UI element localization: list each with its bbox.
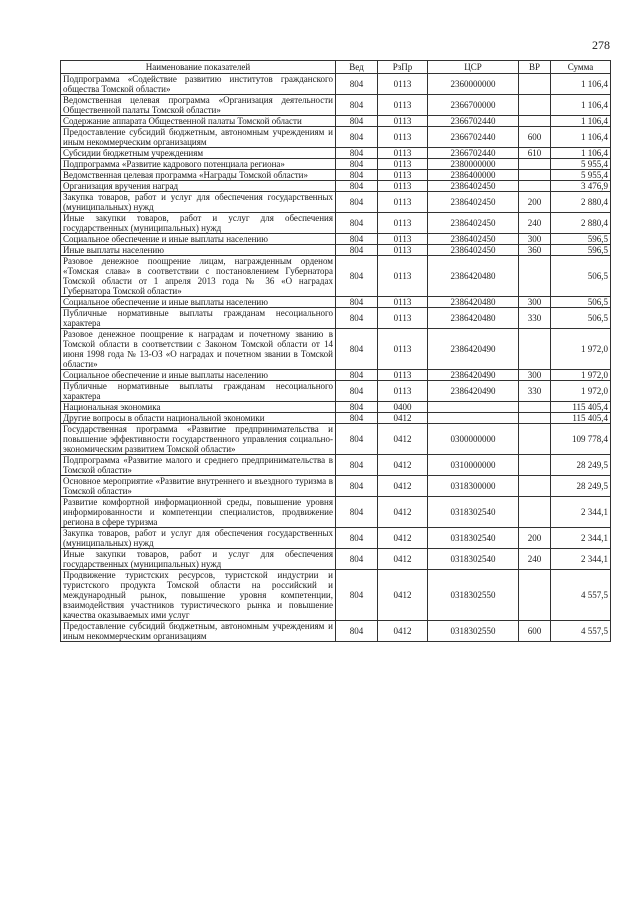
row-vr: 300 bbox=[519, 297, 551, 308]
row-vr bbox=[519, 570, 551, 621]
row-csr: 2386420490 bbox=[428, 370, 519, 381]
row-sum: 506,5 bbox=[551, 256, 611, 297]
row-ved: 804 bbox=[336, 413, 378, 424]
row-vr bbox=[519, 497, 551, 528]
row-csr: 2366702440 bbox=[428, 127, 519, 148]
row-sum: 1 106,4 bbox=[551, 95, 611, 116]
table-row bbox=[61, 192, 611, 213]
row-ved: 804 bbox=[336, 127, 378, 148]
row-vr bbox=[519, 476, 551, 497]
row-ved: 804 bbox=[336, 192, 378, 213]
row-name: Публичные нормативные выплаты гражданам несоциального характера bbox=[61, 308, 336, 329]
row-sum: 1 106,4 bbox=[551, 148, 611, 159]
row-vr: 300 bbox=[519, 370, 551, 381]
row-ved: 804 bbox=[336, 148, 378, 159]
row-csr: 2386420490 bbox=[428, 329, 519, 370]
row-sum: 2 344,1 bbox=[551, 528, 611, 549]
table-row bbox=[61, 159, 611, 170]
row-rzpr: 0113 bbox=[378, 329, 428, 370]
row-csr: 2386420480 bbox=[428, 308, 519, 329]
row-ved: 804 bbox=[336, 308, 378, 329]
row-sum: 5 955,4 bbox=[551, 170, 611, 181]
table-row bbox=[61, 95, 611, 116]
row-vr: 330 bbox=[519, 381, 551, 402]
row-rzpr: 0113 bbox=[378, 381, 428, 402]
row-vr: 600 bbox=[519, 621, 551, 642]
row-vr bbox=[519, 402, 551, 413]
row-name: Подпрограмма «Развитие малого и среднего предпринимательства в Томской области» bbox=[61, 455, 336, 476]
row-ved: 804 bbox=[336, 170, 378, 181]
row-ved: 804 bbox=[336, 497, 378, 528]
row-vr bbox=[519, 256, 551, 297]
row-csr: 2386402450 bbox=[428, 213, 519, 234]
row-sum: 596,5 bbox=[551, 234, 611, 245]
row-rzpr: 0113 bbox=[378, 213, 428, 234]
row-rzpr: 0113 bbox=[378, 148, 428, 159]
row-ved: 804 bbox=[336, 116, 378, 127]
row-rzpr: 0412 bbox=[378, 570, 428, 621]
row-rzpr: 0412 bbox=[378, 528, 428, 549]
table-row bbox=[61, 308, 611, 329]
row-vr: 240 bbox=[519, 213, 551, 234]
row-name: Социальное обеспечение и иные выплаты населению bbox=[61, 370, 336, 381]
row-name: Закупка товаров, работ и услуг для обеспечения государственных (муниципальных) нужд bbox=[61, 192, 336, 213]
row-sum: 115 405,4 bbox=[551, 402, 611, 413]
row-sum: 115 405,4 bbox=[551, 413, 611, 424]
row-vr: 360 bbox=[519, 245, 551, 256]
row-rzpr: 0113 bbox=[378, 181, 428, 192]
table-row bbox=[61, 455, 611, 476]
row-name: Развитие комфортной информационной среды, повышение уровня информированности и компетенции специалистов, продвижение региона в сфере туризма bbox=[61, 497, 336, 528]
page-number: 278 bbox=[592, 38, 610, 52]
row-ved: 804 bbox=[336, 256, 378, 297]
row-sum: 1 106,4 bbox=[551, 74, 611, 95]
row-csr: 0318302540 bbox=[428, 549, 519, 570]
row-name: Публичные нормативные выплаты гражданам несоциального характера bbox=[61, 381, 336, 402]
row-ved: 804 bbox=[336, 424, 378, 455]
row-csr: 0318300000 bbox=[428, 476, 519, 497]
table-row bbox=[61, 621, 611, 642]
row-name: Предоставление субсидий бюджетным, автономным учреждениям и иным некоммерческим организациям bbox=[61, 621, 336, 642]
row-csr: 2386402450 bbox=[428, 181, 519, 192]
table-row bbox=[61, 256, 611, 297]
row-rzpr: 0113 bbox=[378, 234, 428, 245]
row-rzpr: 0412 bbox=[378, 424, 428, 455]
row-name: Национальная экономика bbox=[61, 402, 336, 413]
row-vr: 610 bbox=[519, 148, 551, 159]
row-sum: 28 249,5 bbox=[551, 476, 611, 497]
row-csr: 0318302550 bbox=[428, 621, 519, 642]
row-name: Государственная программа «Развитие предпринимательства и повышение эффективности государственного управления социально-экономическим развитием Томской области» bbox=[61, 424, 336, 455]
row-name: Иные закупки товаров, работ и услуг для обеспечения государственных (муниципальных) нужд bbox=[61, 549, 336, 570]
row-name: Подпрограмма «Развитие кадрового потенциала региона» bbox=[61, 159, 336, 170]
row-csr: 2386420480 bbox=[428, 256, 519, 297]
row-rzpr: 0113 bbox=[378, 170, 428, 181]
row-name: Разовое денежное поощрение лицам, награжденным орденом «Томская слава» в соответствии с постановлением Губернатора Томской области от 1 апреля 2013 года № 36 «О наградах Губернатора Томской области» bbox=[61, 256, 336, 297]
row-ved: 804 bbox=[336, 549, 378, 570]
row-vr bbox=[519, 116, 551, 127]
row-sum: 4 557,5 bbox=[551, 570, 611, 621]
row-name: Продвижение туристских ресурсов, туристской индустрии и туристского продукта Томской области на российский и международный рынок, повышение уровня компетенции, взаимодействия участников туристического рынка и повышение качества оказываемых ими услуг bbox=[61, 570, 336, 621]
table-row bbox=[61, 127, 611, 148]
table-row bbox=[61, 170, 611, 181]
row-rzpr: 0113 bbox=[378, 116, 428, 127]
row-ved: 804 bbox=[336, 181, 378, 192]
row-rzpr: 0412 bbox=[378, 621, 428, 642]
row-vr bbox=[519, 159, 551, 170]
row-rzpr: 0113 bbox=[378, 297, 428, 308]
table-row bbox=[61, 476, 611, 497]
table-body bbox=[61, 74, 611, 642]
row-ved: 804 bbox=[336, 245, 378, 256]
col-header-rzpr: РзПр bbox=[378, 61, 428, 74]
budget-table bbox=[60, 60, 611, 642]
row-vr bbox=[519, 170, 551, 181]
table-row bbox=[61, 413, 611, 424]
row-rzpr: 0412 bbox=[378, 497, 428, 528]
table-row bbox=[61, 213, 611, 234]
row-name: Субсидии бюджетным учреждениям bbox=[61, 148, 336, 159]
row-name: Социальное обеспечение и иные выплаты населению bbox=[61, 297, 336, 308]
table-row bbox=[61, 424, 611, 455]
row-csr bbox=[428, 413, 519, 424]
row-rzpr: 0113 bbox=[378, 308, 428, 329]
table-header-row bbox=[61, 61, 611, 74]
row-ved: 804 bbox=[336, 234, 378, 245]
row-name: Основное мероприятие «Развитие внутреннего и въездного туризма в Томской области» bbox=[61, 476, 336, 497]
row-ved: 804 bbox=[336, 297, 378, 308]
row-csr: 2366700000 bbox=[428, 95, 519, 116]
table-row bbox=[61, 234, 611, 245]
row-ved: 804 bbox=[336, 370, 378, 381]
row-ved: 804 bbox=[336, 381, 378, 402]
row-csr: 2386420490 bbox=[428, 381, 519, 402]
row-rzpr: 0400 bbox=[378, 402, 428, 413]
row-ved: 804 bbox=[336, 621, 378, 642]
row-name: Содержание аппарата Общественной палаты Томской области bbox=[61, 116, 336, 127]
row-sum: 2 880,4 bbox=[551, 213, 611, 234]
row-vr: 200 bbox=[519, 528, 551, 549]
row-vr bbox=[519, 181, 551, 192]
row-sum: 1 106,4 bbox=[551, 127, 611, 148]
row-rzpr: 0113 bbox=[378, 127, 428, 148]
row-name: Подпрограмма «Содействие развитию институтов гражданского общества Томской области» bbox=[61, 74, 336, 95]
table-row bbox=[61, 381, 611, 402]
row-csr bbox=[428, 402, 519, 413]
table-row bbox=[61, 181, 611, 192]
row-name: Иные выплаты населению bbox=[61, 245, 336, 256]
row-csr: 2386400000 bbox=[428, 170, 519, 181]
table-row bbox=[61, 329, 611, 370]
row-name: Предоставление субсидий бюджетным, автономным учреждениям и иным некоммерческим организациям bbox=[61, 127, 336, 148]
table-row bbox=[61, 148, 611, 159]
row-vr bbox=[519, 455, 551, 476]
table-row bbox=[61, 245, 611, 256]
row-csr: 2386420480 bbox=[428, 297, 519, 308]
table-row bbox=[61, 402, 611, 413]
row-rzpr: 0412 bbox=[378, 476, 428, 497]
row-vr bbox=[519, 413, 551, 424]
row-name: Иные закупки товаров, работ и услуг для обеспечения государственных (муниципальных) нужд bbox=[61, 213, 336, 234]
row-vr: 240 bbox=[519, 549, 551, 570]
row-sum: 1 106,4 bbox=[551, 116, 611, 127]
row-ved: 804 bbox=[336, 570, 378, 621]
row-csr: 0310000000 bbox=[428, 455, 519, 476]
row-ved: 804 bbox=[336, 159, 378, 170]
row-name: Организация вручения наград bbox=[61, 181, 336, 192]
row-ved: 804 bbox=[336, 74, 378, 95]
row-name: Закупка товаров, работ и услуг для обеспечения государственных (муниципальных) нужд bbox=[61, 528, 336, 549]
row-name: Разовое денежное поощрение к наградам и почетному званию в Томской области в соответствии с Законом Томской области от 14 июня 1998 года № 13-ОЗ «О наградах и почетном звании в Томской области» bbox=[61, 329, 336, 370]
table-row bbox=[61, 528, 611, 549]
row-sum: 2 880,4 bbox=[551, 192, 611, 213]
table-row bbox=[61, 297, 611, 308]
col-header-vr: ВР bbox=[519, 61, 551, 74]
row-csr: 2386402450 bbox=[428, 192, 519, 213]
row-sum: 596,5 bbox=[551, 245, 611, 256]
row-vr: 300 bbox=[519, 234, 551, 245]
row-ved: 804 bbox=[336, 476, 378, 497]
row-ved: 804 bbox=[336, 402, 378, 413]
table-row bbox=[61, 116, 611, 127]
row-rzpr: 0113 bbox=[378, 192, 428, 213]
row-vr bbox=[519, 95, 551, 116]
row-ved: 804 bbox=[336, 213, 378, 234]
row-vr bbox=[519, 424, 551, 455]
table-row bbox=[61, 370, 611, 381]
col-header-name: Наименование показателей bbox=[61, 61, 336, 74]
row-name: Другие вопросы в области национальной экономики bbox=[61, 413, 336, 424]
row-sum: 28 249,5 bbox=[551, 455, 611, 476]
row-name: Ведомственная целевая программа «Организация деятельности Общественной палаты Томской области» bbox=[61, 95, 336, 116]
row-csr: 2386402450 bbox=[428, 234, 519, 245]
row-sum: 4 557,5 bbox=[551, 621, 611, 642]
row-rzpr: 0412 bbox=[378, 413, 428, 424]
table-row bbox=[61, 549, 611, 570]
row-csr: 2386402450 bbox=[428, 245, 519, 256]
row-sum: 1 972,0 bbox=[551, 329, 611, 370]
row-vr: 600 bbox=[519, 127, 551, 148]
row-csr: 0300000000 bbox=[428, 424, 519, 455]
row-ved: 804 bbox=[336, 528, 378, 549]
row-sum: 2 344,1 bbox=[551, 497, 611, 528]
table-row bbox=[61, 74, 611, 95]
row-csr: 2360000000 bbox=[428, 74, 519, 95]
row-vr bbox=[519, 329, 551, 370]
row-ved: 804 bbox=[336, 95, 378, 116]
row-sum: 109 778,4 bbox=[551, 424, 611, 455]
row-rzpr: 0113 bbox=[378, 159, 428, 170]
table-row bbox=[61, 570, 611, 621]
row-sum: 506,5 bbox=[551, 308, 611, 329]
row-rzpr: 0113 bbox=[378, 74, 428, 95]
row-vr: 200 bbox=[519, 192, 551, 213]
row-sum: 3 476,9 bbox=[551, 181, 611, 192]
col-header-csr: ЦСР bbox=[428, 61, 519, 74]
row-rzpr: 0412 bbox=[378, 549, 428, 570]
row-csr: 0318302550 bbox=[428, 570, 519, 621]
row-sum: 1 972,0 bbox=[551, 381, 611, 402]
row-sum: 2 344,1 bbox=[551, 549, 611, 570]
row-rzpr: 0412 bbox=[378, 455, 428, 476]
row-csr: 2366702440 bbox=[428, 116, 519, 127]
row-csr: 2366702440 bbox=[428, 148, 519, 159]
row-name: Ведомственная целевая программа «Награды Томской области» bbox=[61, 170, 336, 181]
col-header-ved: Вед bbox=[336, 61, 378, 74]
row-csr: 2380000000 bbox=[428, 159, 519, 170]
row-csr: 0318302540 bbox=[428, 497, 519, 528]
row-ved: 804 bbox=[336, 329, 378, 370]
row-csr: 0318302540 bbox=[428, 528, 519, 549]
row-sum: 1 972,0 bbox=[551, 370, 611, 381]
table-row bbox=[61, 497, 611, 528]
row-name: Социальное обеспечение и иные выплаты населению bbox=[61, 234, 336, 245]
row-rzpr: 0113 bbox=[378, 256, 428, 297]
row-rzpr: 0113 bbox=[378, 245, 428, 256]
row-vr bbox=[519, 74, 551, 95]
row-vr: 330 bbox=[519, 308, 551, 329]
col-header-sum: Сумма bbox=[551, 61, 611, 74]
row-rzpr: 0113 bbox=[378, 370, 428, 381]
row-rzpr: 0113 bbox=[378, 95, 428, 116]
row-sum: 506,5 bbox=[551, 297, 611, 308]
row-sum: 5 955,4 bbox=[551, 159, 611, 170]
row-ved: 804 bbox=[336, 455, 378, 476]
